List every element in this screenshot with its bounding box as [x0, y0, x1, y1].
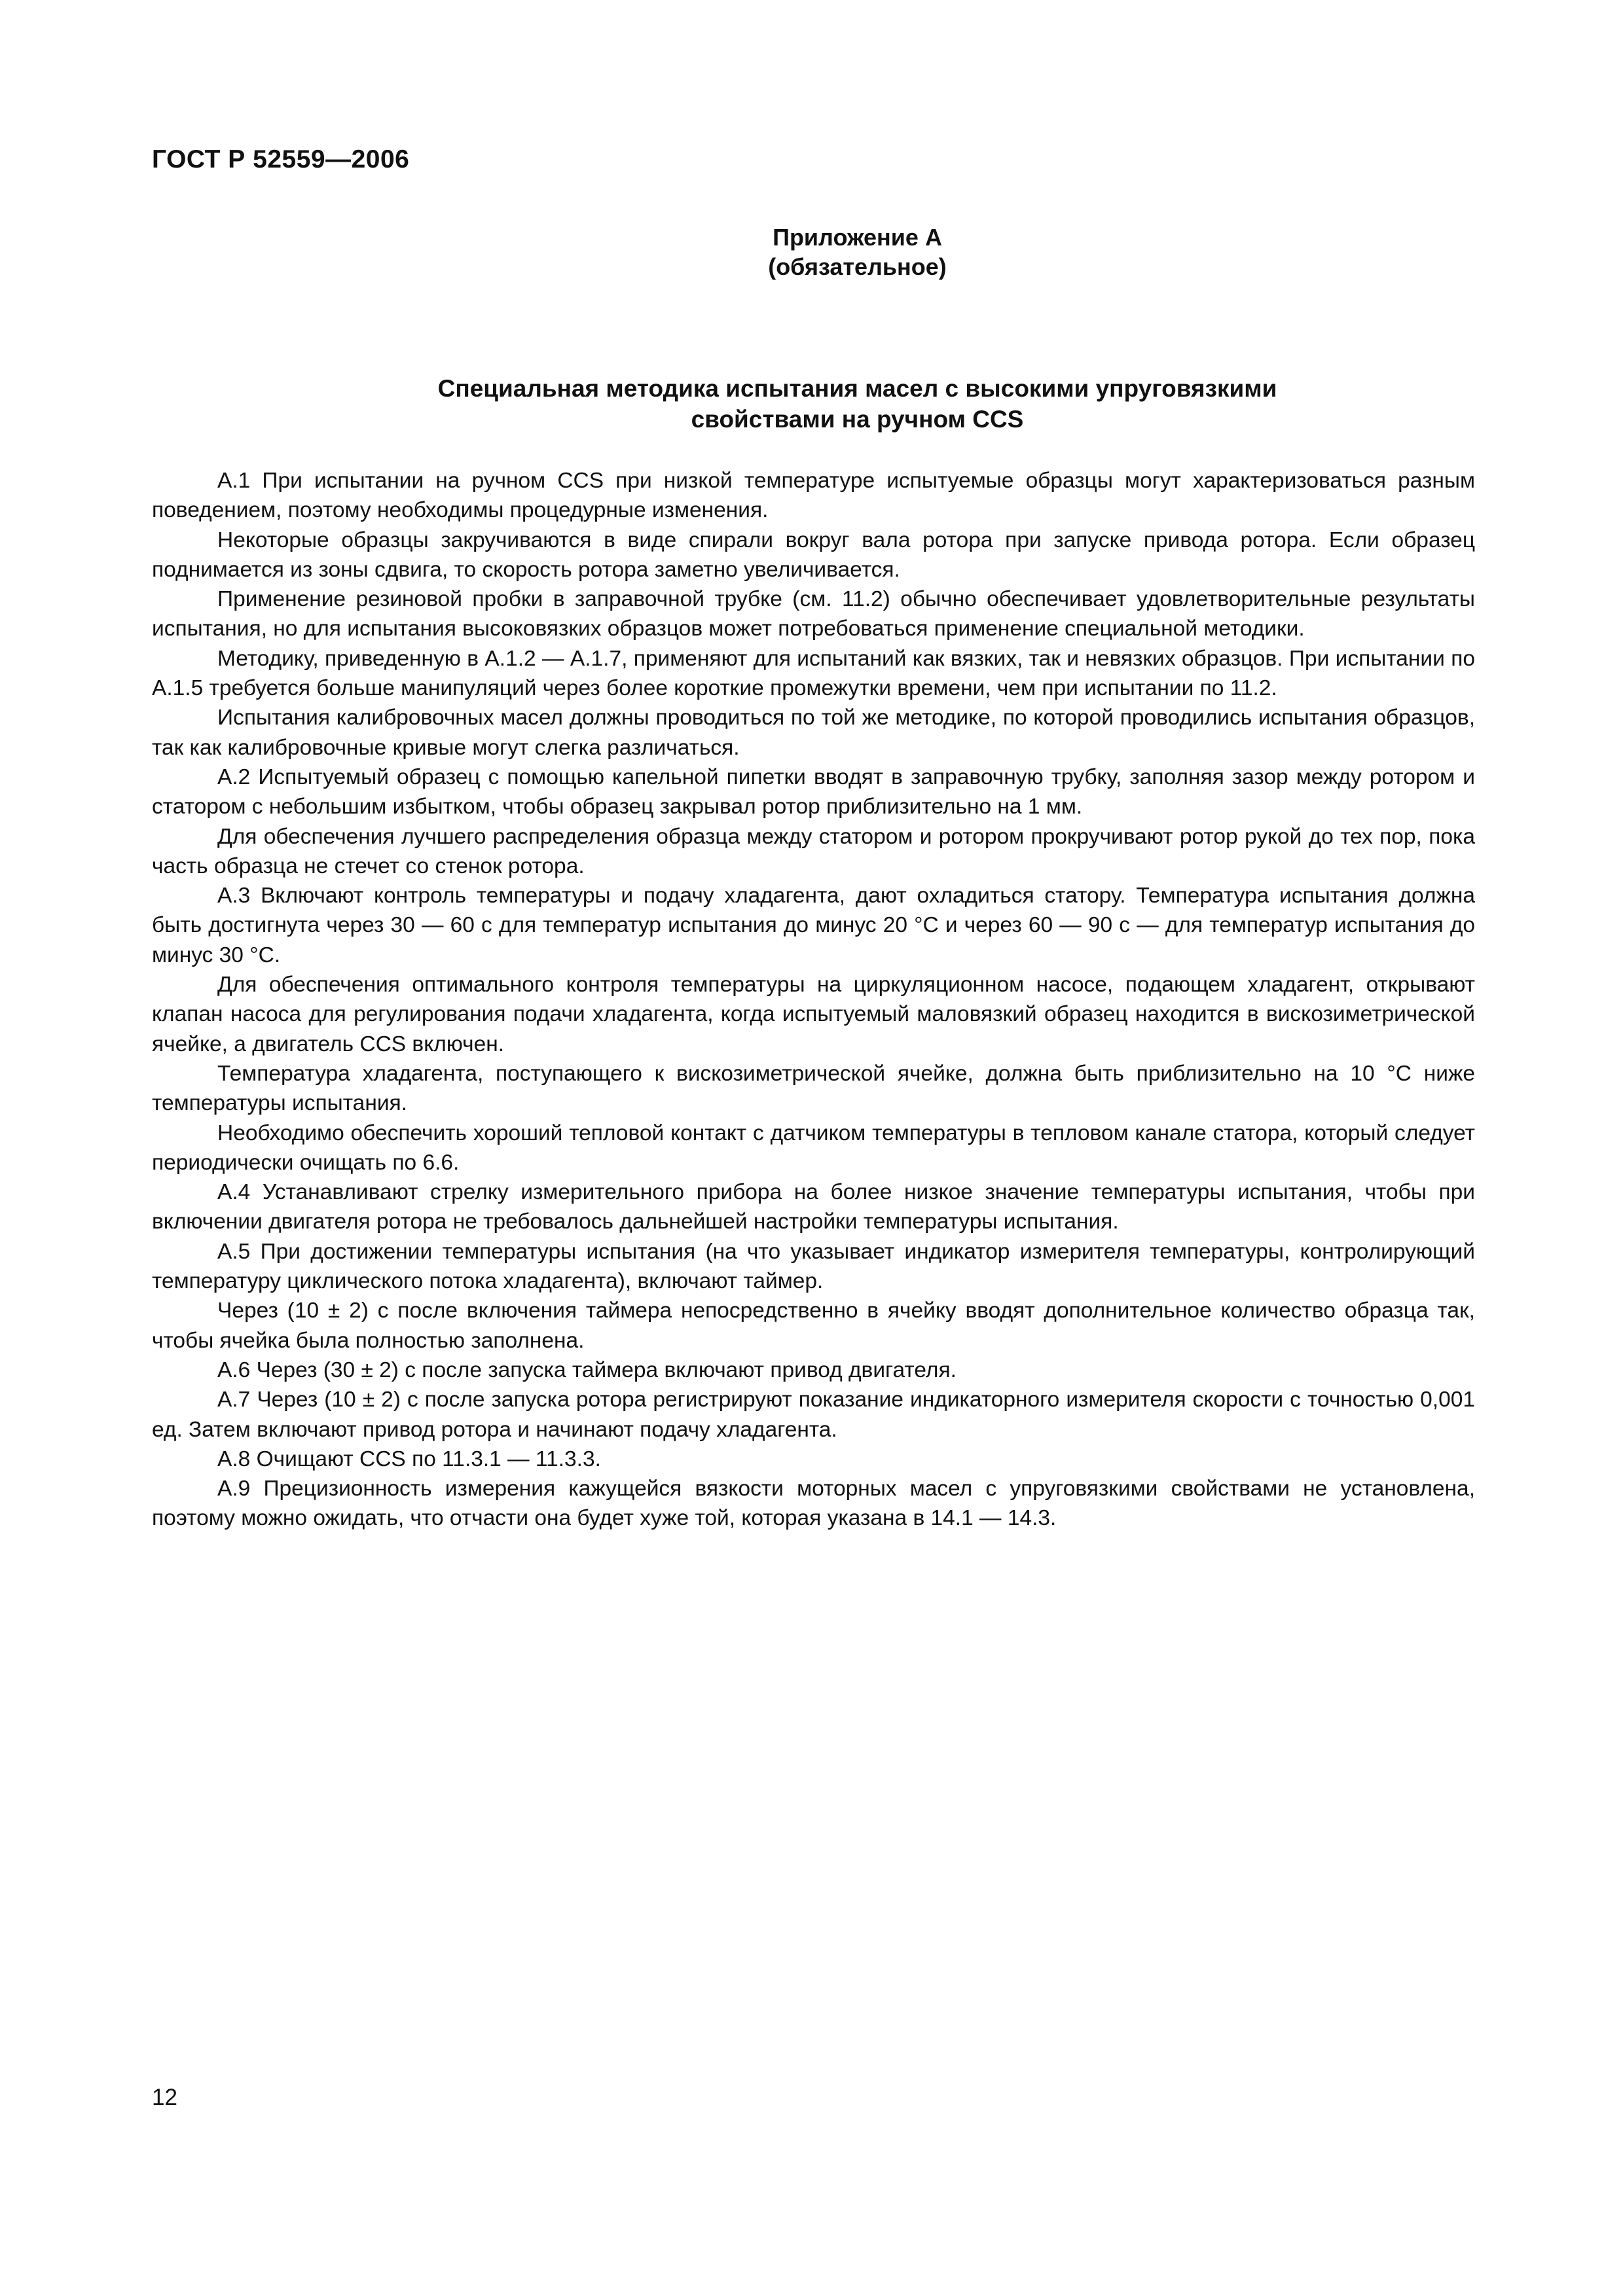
paragraph: Испытания калибровочных масел должны проводиться по той же методике, по которой проводились испытания образцов, так как калибровочные кривые могут слегка различаться.: [152, 706, 1475, 760]
paragraph: Температура хладагента, поступающего к вискозиметрической ячейке, должна быть приблизительно на 10 °С ниже температуры испытания.: [152, 1061, 1475, 1116]
paragraph: Необходимо обеспечить хороший тепловой контакт с датчиком температуры в тепловом канале статора, который следует периодически очищать по 6.6.: [152, 1121, 1475, 1175]
paragraph-a2: А.2 Испытуемый образец с помощью капельной пипетки вводят в заправочную трубку, заполняя зазор между ротором и статором с небольшим избытком, чтобы образец закрывал ротор приблизительно на 1 мм.: [152, 764, 1475, 819]
appendix-title: Приложение А: [773, 224, 942, 251]
paragraph-a3: А.3 Включают контроль температуры и подачу хладагента, дают охладиться статору. Температура испытания должна быть достигнута через 30 — 60 с для температур испытания до минус 20 °С и через 60 — 90 с — для температур испытания до минус 30 °С.: [152, 884, 1475, 967]
appendix-status: (обязательное): [768, 253, 947, 280]
paragraph-a7: А.7 Через (10 ± 2) с после запуска ротора регистрируют показание индикаторного измерителя скорости с точностью 0,001 ед. Затем включают привод ротора и начинают подачу хладагента.: [152, 1388, 1475, 1442]
paragraph: Для обеспечения лучшего распределения образца между статором и ротором прокручивают ротор рукой до тех пор, пока часть образца не стечет со стенок ротора.: [152, 824, 1475, 878]
paragraph-a9: А.9 Прецизионность измерения кажущейся вязкости моторных масел с упруговязкими свойствами не установлена, поэтому можно ожидать, что отчасти она будет хуже той, которая указана в 14.1 — 14.3.: [152, 1477, 1475, 1531]
paragraph: Через (10 ± 2) с после включения таймера непосредственно в ячейку вводят дополнительное количество образца так, чтобы ячейка была полностью заполнена.: [152, 1299, 1475, 1353]
section-title: [0, 373, 1623, 435]
paragraph-a4: А.4 Устанавливают стрелку измерительного прибора на более низкое значение температуры испытания, чтобы при включении двигателя ротора не требовалось дальнейшей настройки температуры испытания.: [152, 1180, 1475, 1234]
section-title-line-2: свойствами на ручном CCS: [691, 406, 1024, 433]
appendix-heading: [0, 223, 1623, 281]
document-code: ГОСТ Р 52559—2006: [152, 145, 410, 173]
paragraph: Некоторые образцы закручиваются в виде спирали вокруг вала ротора при запуске привода ротора. Если образец поднимается из зоны сдвига, то скорость ротора заметно увеличивается.: [152, 528, 1475, 582]
page-number: 12: [152, 2085, 177, 2110]
paragraph-a1: А.1 При испытании на ручном CCS при низкой температуре испытуемые образцы могут характеризоваться разным поведением, поэтому необходимы процедурные изменения.: [152, 469, 1475, 523]
paragraph: Для обеспечения оптимального контроля температуры на циркуляционном насосе, подающем хладагент, открывают клапан насоса для регулирования подачи хладагента, когда испытуемый маловязкий образец находится в вискозиметрической ячейке, а двигатель CCS включен.: [152, 973, 1475, 1056]
paragraph: Применение резиновой пробки в заправочной трубке (см. 11.2) обычно обеспечивает удовлетворительные результаты испытания, но для испытания высоковязких образцов может потребоваться применение специальной методики.: [152, 587, 1475, 641]
paragraph-a8: А.8 Очищают CCS по 11.3.1 — 11.3.3.: [217, 1446, 601, 1471]
paragraph-a5: А.5 При достижении температуры испытания (на что указывает индикатор измерителя температуры, контролирующий температуру циклического потока хладагента), включают таймер.: [152, 1239, 1475, 1294]
body-text: [152, 466, 1475, 1534]
paragraph-a6: А.6 Через (30 ± 2) с после запуска таймера включают привод двигателя.: [217, 1357, 957, 1382]
section-title-line-1: Специальная методика испытания масел с высокими упруговязкими: [437, 375, 1277, 402]
paragraph: Методику, приведенную в А.1.2 — А.1.7, применяют для испытаний как вязких, так и невязких образцов. При испытании по А.1.5 требуется больше манипуляций через более короткие промежутки времени, чем при испытании по 11.2.: [152, 646, 1475, 701]
